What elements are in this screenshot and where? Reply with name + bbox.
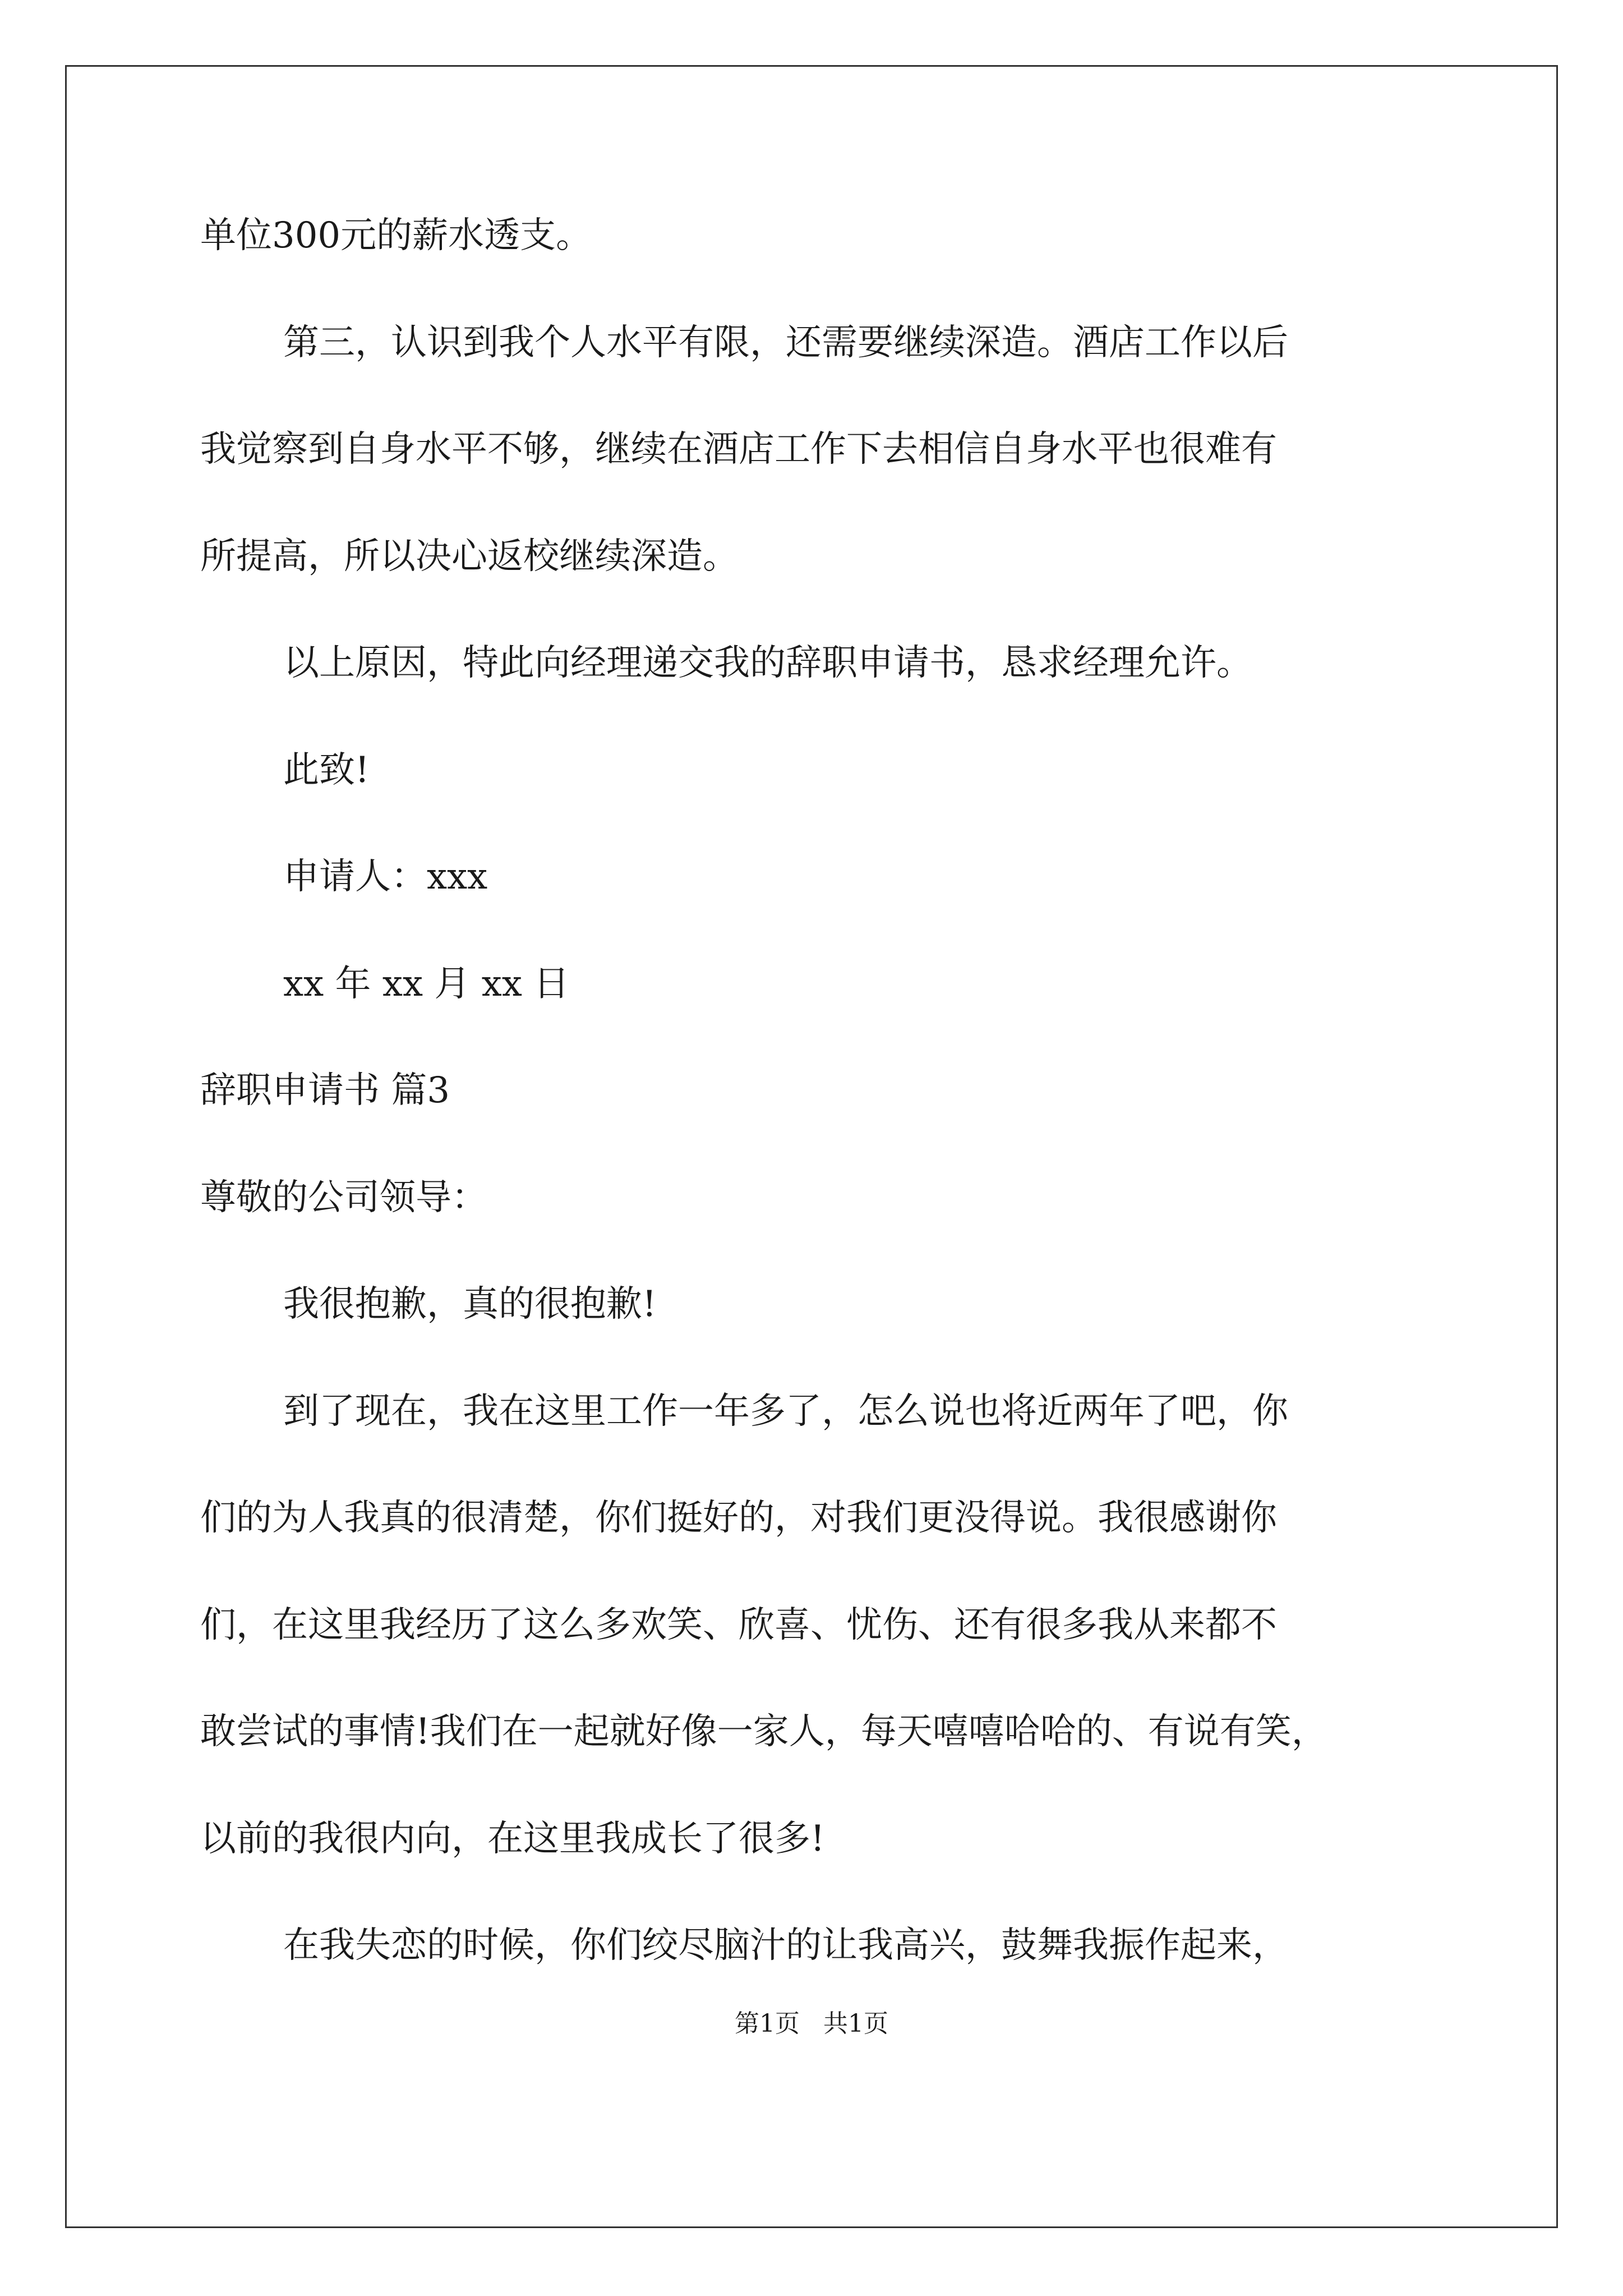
text-line: 以上原因，特此向经理递交我的辞职申请书，恳求经理允许。 bbox=[283, 642, 1252, 684]
text-line: 单位300元的薪水透支。 bbox=[200, 215, 592, 256]
text-line: 们的为人我真的很清楚，你们挺好的，对我们更没得说。我很感谢你 bbox=[200, 1497, 1277, 1539]
section-heading: 辞职申请书 篇3 bbox=[200, 1070, 450, 1111]
text-line: 敢尝试的事情!我们在一起就好像一家人，每天嘻嘻哈哈的、有说有笑， bbox=[200, 1711, 1327, 1752]
text-line: 以前的我很内向，在这里我成长了很多! bbox=[200, 1818, 825, 1860]
text-line: 所提高，所以决心返校继续深造。 bbox=[200, 536, 739, 577]
text-line: 在我失恋的时候，你们绞尽脑汁的让我高兴，鼓舞我振作起来， bbox=[283, 1925, 1288, 1966]
page-border bbox=[65, 65, 1558, 2228]
text-line: 我觉察到自身水平不够，继续在酒店工作下去相信自身水平也很难有 bbox=[200, 429, 1277, 470]
text-line: 们，在这里我经历了这么多欢笑、欣喜、忧伤、还有很多我从来都不 bbox=[200, 1604, 1277, 1646]
text-line: 我很抱歉，真的很抱歉! bbox=[283, 1283, 657, 1325]
text-line: 第三，认识到我个人水平有限，还需要继续深造。酒店工作以后 bbox=[283, 322, 1288, 364]
salutation: 尊敬的公司领导： bbox=[200, 1177, 487, 1218]
page-footer: 第1页 共1页 bbox=[735, 2009, 888, 2038]
text-line: xx 年 xx 月 xx 日 bbox=[283, 963, 570, 1005]
text-line: 此致! bbox=[283, 749, 370, 791]
text-line: 到了现在，我在这里工作一年多了，怎么说也将近两年了吧，你 bbox=[283, 1391, 1288, 1432]
text-line: 申请人：xxx bbox=[283, 856, 488, 898]
